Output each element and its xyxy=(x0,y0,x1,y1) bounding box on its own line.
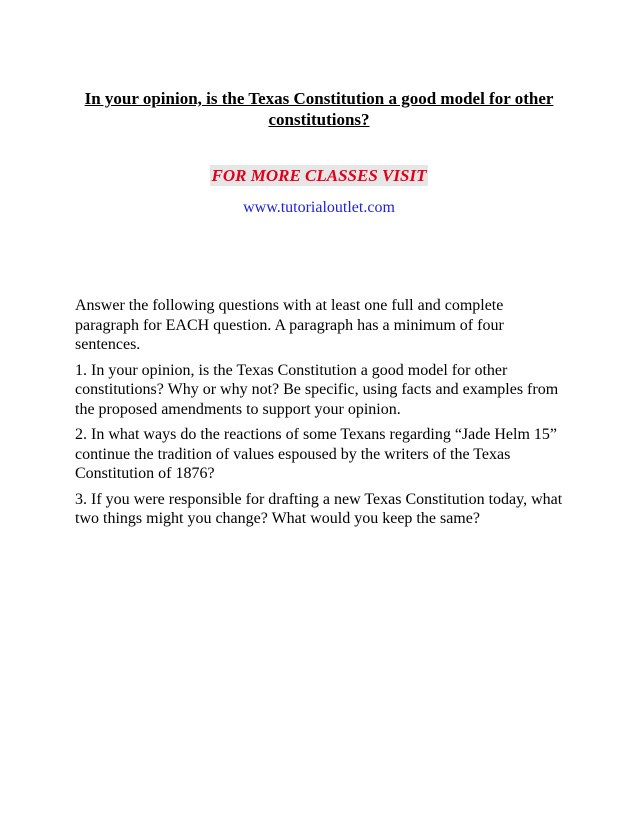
promo-banner xyxy=(0,165,638,186)
document-title: In your opinion, is the Texas Constitution a good model for other constitutions? xyxy=(84,89,554,129)
promo-link[interactable]: www.tutorialoutlet.com xyxy=(243,199,395,216)
question-3: 3. If you were responsible for drafting a new Texas Constitution today, what two things might you change? What would you keep the same? xyxy=(75,490,563,527)
promo-heading: FOR MORE CLASSES VISIT xyxy=(211,166,427,185)
document-body xyxy=(75,296,570,535)
question-1: 1. In your opinion, is the Texas Constitution a good model for other constitutions? Why or why not? Be specific, using facts and examples from the proposed amendments to support your opinion. xyxy=(75,361,559,418)
instructions-paragraph: Answer the following questions with at least one full and complete paragraph for EACH question. A paragraph has a minimum of four sentences. xyxy=(75,297,504,353)
question-2: 2. In what ways do the reactions of some Texans regarding “Jade Helm 15” continue the tradition of values espoused by the writers of the Texas Constitution of 1876? xyxy=(75,426,557,482)
